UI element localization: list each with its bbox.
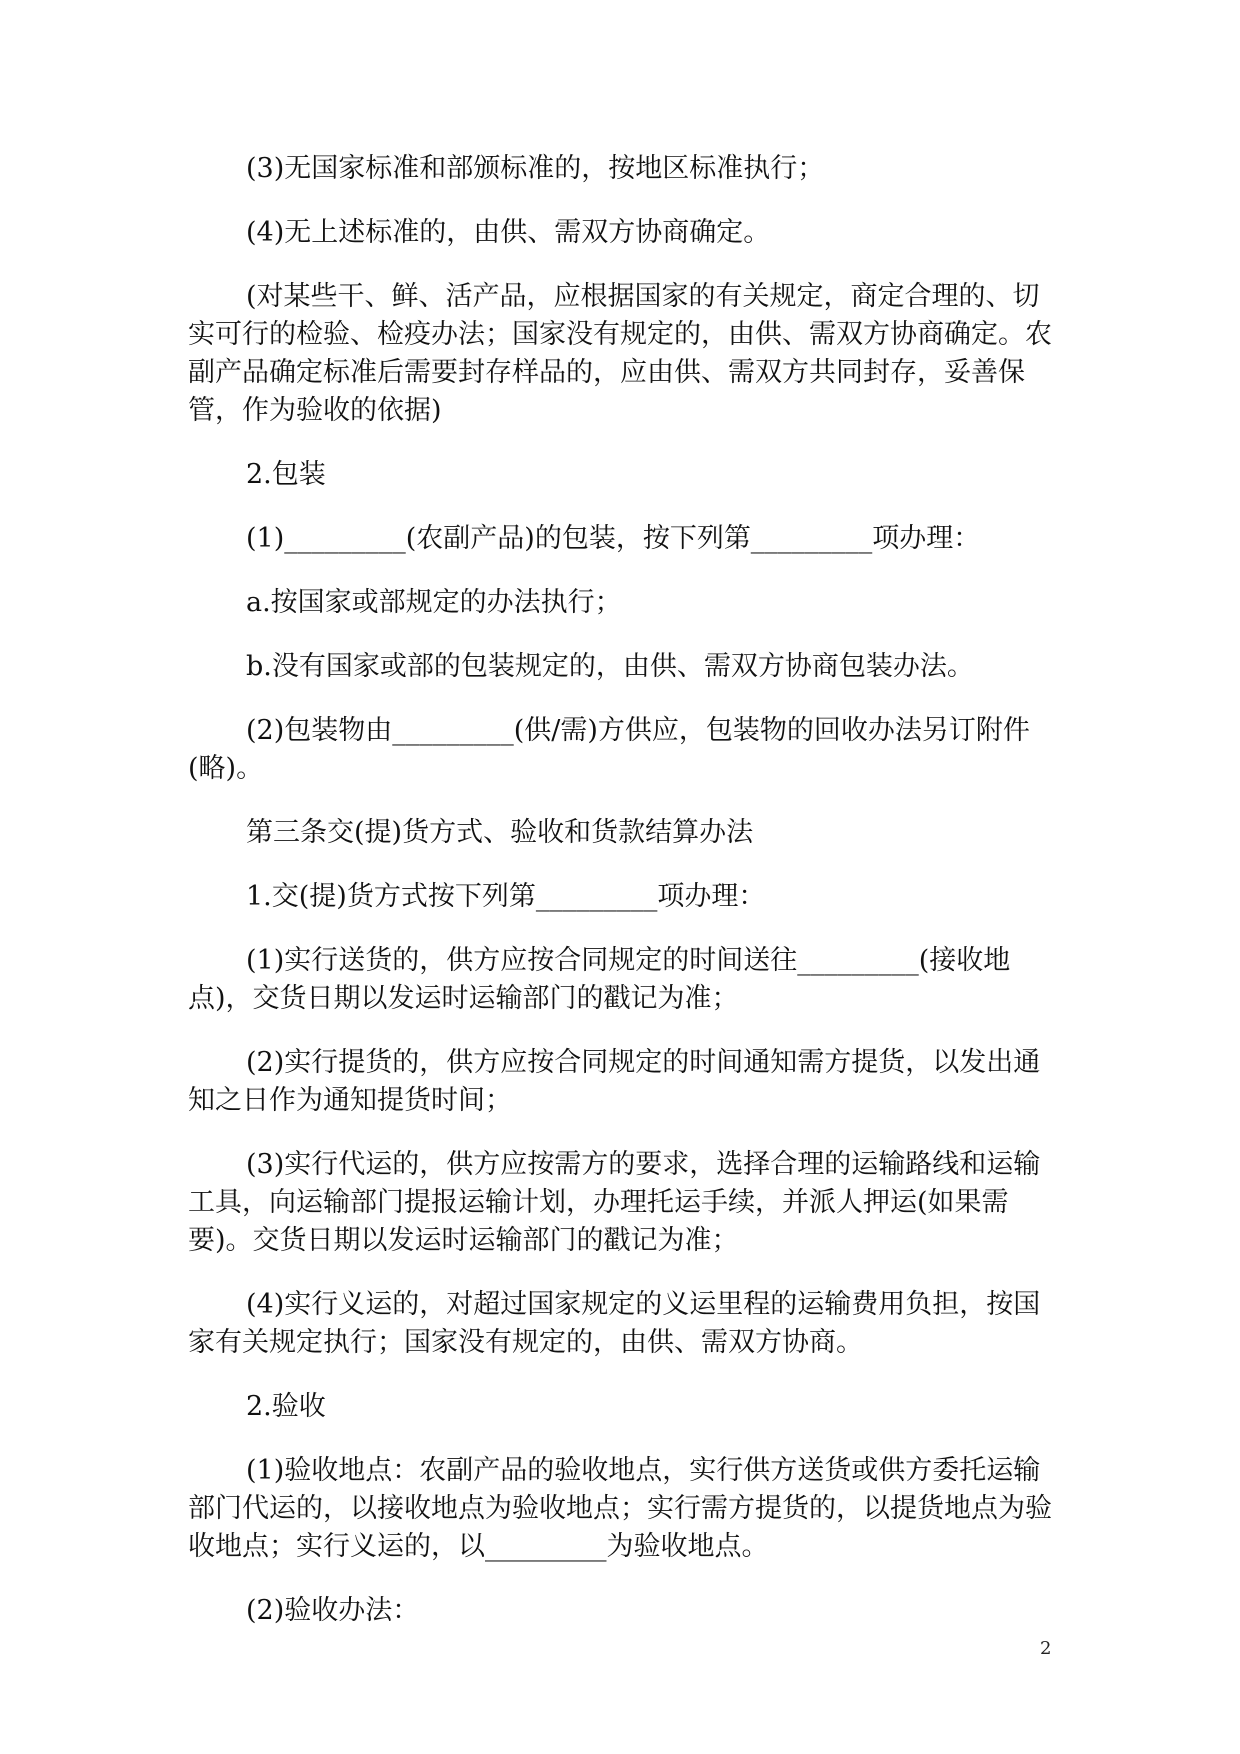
paragraph: (2)验收办法： <box>246 1595 420 1626</box>
page-number: 2 <box>1040 1638 1052 1659</box>
paragraph: a.按国家或部规定的办法执行； <box>246 587 622 618</box>
document-body <box>188 150 1058 1656</box>
paragraph: (3)无国家标准和部颁标准的，按地区标准执行； <box>246 153 825 184</box>
section-heading: 2.验收 <box>246 1391 326 1422</box>
paragraph: (4)实行义运的，对超过国家规定的义运里程的运输费用负担，按国家有关规定执行；国家没有规定的，由供、需双方协商。 <box>188 1289 1041 1358</box>
paragraph: (4)无上述标准的，由供、需双方协商确定。 <box>246 217 771 248</box>
paragraph: (对某些干、鲜、活产品，应根据国家的有关规定，商定合理的、切实可行的检验、检疫办法；国家没有规定的，由供、需双方协商确定。农副产品确定标准后需要封存样品的，应由供、需双方共同封存，妥善保管，作为验收的依据) <box>188 281 1052 426</box>
section-heading: 2.包装 <box>246 459 326 490</box>
paragraph: (1)实行送货的，供方应按合同规定的时间送往_________(接收地点)，交货日期以发运时运输部门的戳记为准； <box>188 945 1011 1014</box>
paragraph: b.没有国家或部的包装规定的，由供、需双方协商包装办法。 <box>246 651 974 682</box>
paragraph: 1.交(提)货方式按下列第_________项办理： <box>246 881 766 912</box>
paragraph: (2)包装物由_________(供/需)方供应，包装物的回收办法另订附件(略)。 <box>188 715 1030 784</box>
paragraph: (3)实行代运的，供方应按需方的要求，选择合理的运输路线和运输工具，向运输部门提报运输计划，办理托运手续，并派人押运(如果需要)。交货日期以发运时运输部门的戳记为准； <box>188 1149 1041 1256</box>
article-heading: 第三条交(提)货方式、验收和货款结算办法 <box>246 817 754 848</box>
paragraph: (1)_________(农副产品)的包装，按下列第_________项办理： <box>246 523 981 554</box>
paragraph: (1)验收地点：农副产品的验收地点，实行供方送货或供方委托运输部门代运的，以接收地点为验收地点；实行需方提货的，以提货地点为验收地点；实行义运的，以_________为验收地点。 <box>188 1455 1052 1562</box>
paragraph: (2)实行提货的，供方应按合同规定的时间通知需方提货，以发出通知之日作为通知提货时间； <box>188 1047 1041 1116</box>
